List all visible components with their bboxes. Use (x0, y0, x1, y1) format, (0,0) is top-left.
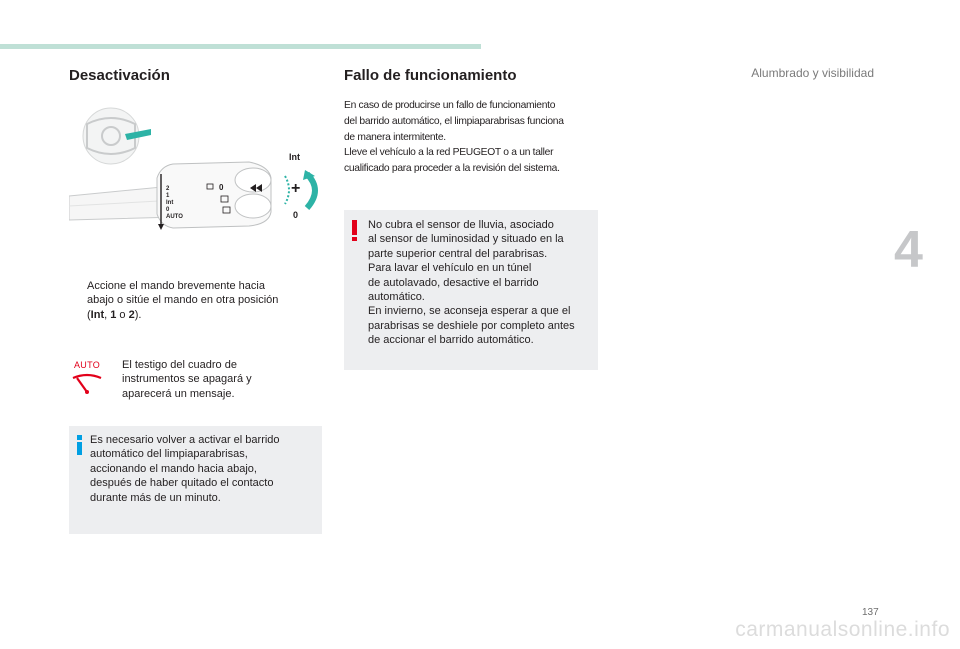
stalk-pos-int: Int (166, 200, 174, 206)
stalk-pos-auto: AUTO (166, 214, 183, 220)
label-plus: + (291, 180, 301, 197)
heading-desactivacion: Desactivación (69, 67, 170, 84)
step-instruction (72, 279, 322, 322)
stalk-pos-1: 1 (166, 193, 170, 199)
warning-exclamation-icon (352, 220, 358, 242)
header-accent-bar (0, 44, 481, 49)
warning-text: No cubra el sensor de lluvia, asociado al sensor de luminosidad y situado en la parte superior central del parabrisas. Para lavar el vehículo en un túnel de autolavado, desactive el barrido automático. En invierno, se aconseja esperar a que el parabrisas se deshiele por completo antes de accionar el barrido automático. (368, 219, 575, 347)
stalk-pos-0: 0 (166, 207, 170, 213)
info-text: Es necesario volver a activar el barrido automático del limpiaparabrisas, accionando el mando hacia abajo, después de haber quitado el contacto durante más de un minuto. (90, 434, 280, 504)
steering-wheel-illustration (83, 108, 151, 164)
auto-label: AUTO (73, 360, 101, 370)
stalk-ring-zero: 0 (219, 183, 224, 192)
label-zero: 0 (293, 210, 299, 220)
step-line: (Int, 1 o 2). (87, 308, 142, 321)
wiper-icon (69, 370, 105, 396)
label-int: Int (289, 152, 300, 162)
stalk-pos-2: 2 (166, 186, 170, 192)
step-line: Accione el mando brevemente hacia (87, 280, 265, 292)
page-number: 137 (862, 607, 879, 618)
info-icon (76, 435, 82, 455)
wiper-auto-icon (69, 360, 105, 401)
step-line: abajo o sitúe el mando en otra posición (87, 294, 279, 307)
watermark: carmanualsonline.info (735, 618, 950, 641)
chapter-number: 4 (894, 221, 923, 279)
wiper-stalk-illustration (69, 104, 322, 238)
section-title: Alumbrado y visibilidad (751, 66, 874, 80)
indicator-text: El testigo del cuadro de instrumentos se apagará y aparecerá un mensaje. (122, 359, 252, 400)
heading-fallo: Fallo de funcionamiento (344, 67, 517, 84)
fallo-paragraph: En caso de producirse un fallo de funcionamiento del barrido automático, el limpiaparabrisas funciona de manera intermitente. Lleve el vehículo a la red PEUGEOT o a un taller cualificado para proceder a la revisión del sistema. (344, 100, 564, 175)
